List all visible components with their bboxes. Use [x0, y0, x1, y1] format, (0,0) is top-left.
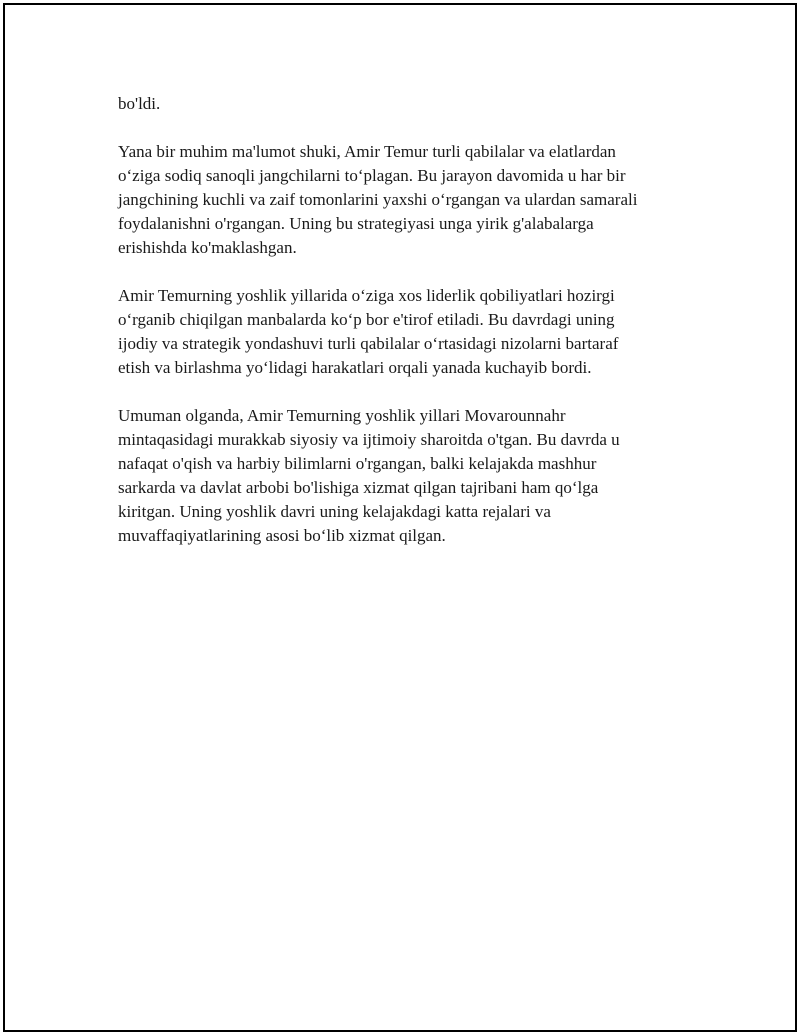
paragraph-line: kiritgan. Uning yoshlik davri uning kelajakdagi katta rejalari va — [118, 502, 551, 521]
paragraph-line: etish va birlashma yo‘lidagi harakatlari orqali yanada kuchayib bordi. — [118, 358, 592, 377]
document-body — [118, 92, 688, 572]
paragraph-line: Umuman olganda, Amir Temurning yoshlik yillari Movarounnahr — [118, 406, 566, 425]
paragraph-line: bo'ldi. — [118, 94, 161, 113]
paragraph-line: Amir Temurning yoshlik yillarida o‘ziga xos liderlik qobiliyatlari hozirgi — [118, 286, 615, 305]
paragraph-line: ijodiy va strategik yondashuvi turli qabilalar o‘rtasidagi nizolarni bartaraf — [118, 334, 619, 353]
paragraph-line: foydalanishni o'rgangan. Uning bu strategiyasi unga yirik g'alabalarga — [118, 214, 594, 233]
paragraph-line: o‘rganib chiqilgan manbalarda ko‘p bor e'tirof etiladi. Bu davrdagi uning — [118, 310, 615, 329]
paragraph-line: o‘ziga sodiq sanoqli jangchilarni to‘plagan. Bu jarayon davomida u har bir — [118, 166, 626, 185]
paragraph-3 — [118, 284, 688, 380]
paragraph-line: sarkarda va davlat arbobi bo'lishiga xizmat qilgan tajribani ham qo‘lga — [118, 478, 599, 497]
paragraph-line: nafaqat o'qish va harbiy bilimlarni o'rgangan, balki kelajakda mashhur — [118, 454, 597, 473]
paragraph-line: Yana bir muhim ma'lumot shuki, Amir Temur turli qabilalar va elatlardan — [118, 142, 616, 161]
paragraph-1 — [118, 92, 688, 116]
paragraph-line: jangchining kuchli va zaif tomonlarini yaxshi o‘rgangan va ulardan samarali — [118, 190, 638, 209]
paragraph-line: mintaqasidagi murakkab siyosiy va ijtimoiy sharoitda o'tgan. Bu davrda u — [118, 430, 620, 449]
paragraph-4 — [118, 404, 688, 548]
paragraph-line: erishishda ko'maklashgan. — [118, 238, 297, 257]
paragraph-2 — [118, 140, 688, 260]
paragraph-line: muvaffaqiyatlarining asosi bo‘lib xizmat qilgan. — [118, 526, 446, 545]
